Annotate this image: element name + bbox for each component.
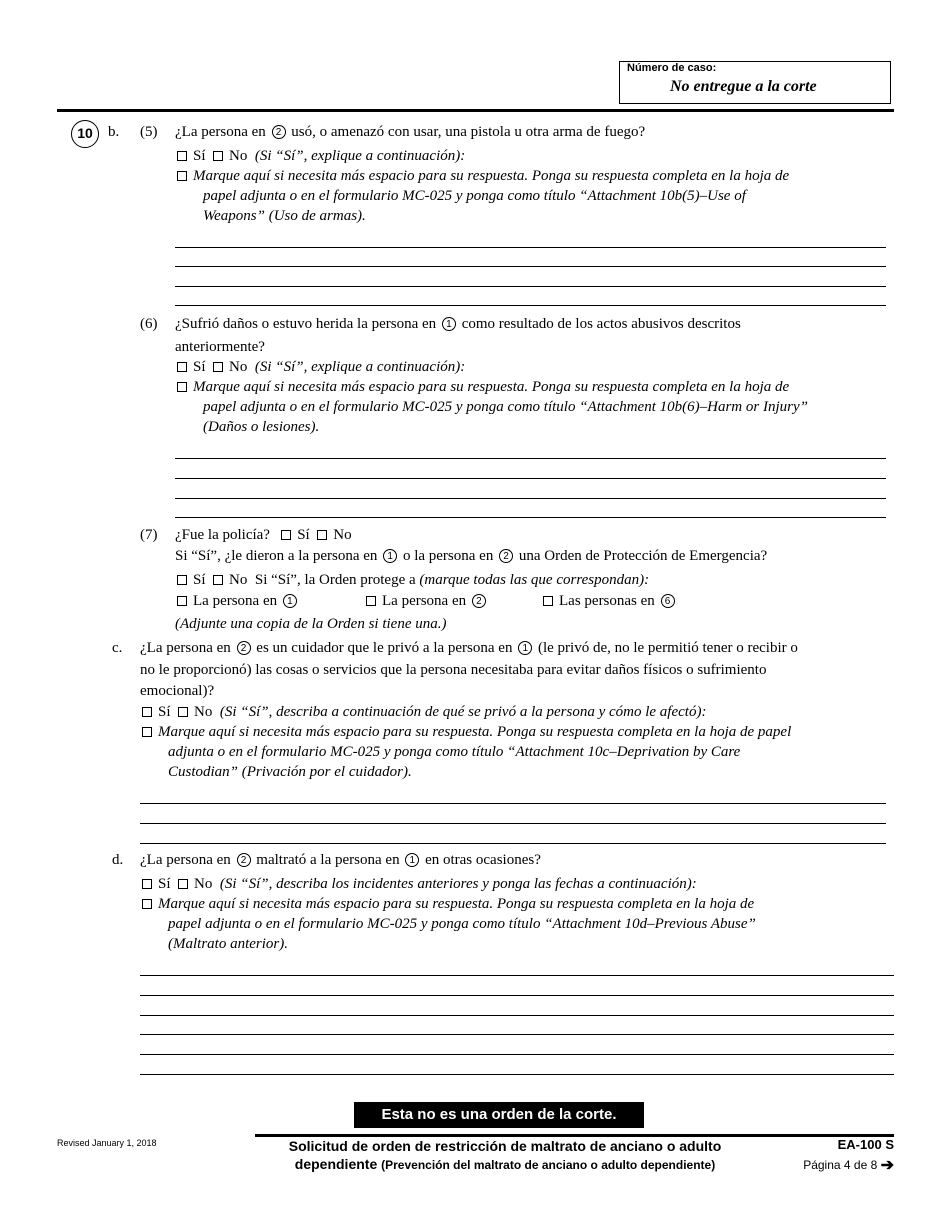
q6-attach-line1: Marque aquí si necesita más espacio para su respuesta. Ponga su respuesta completa en la hoja de — [177, 377, 789, 397]
q5-answer-row: Sí No (Si “Sí”, explique a continuación): — [177, 146, 465, 166]
ref-circle: 1 — [405, 853, 419, 867]
c-answer-line[interactable] — [140, 843, 886, 844]
q5-attach-line2: papel adjunta o en el formulario MC-025 y ponga como título “Attachment 10b(5)–Use of — [203, 188, 746, 204]
ref-circle: 1 — [383, 549, 397, 563]
ref-circle: 2 — [499, 549, 513, 563]
c-attach-line1: Marque aquí si necesita más espacio para su respuesta. Ponga su respuesta completa en la hoja de papel — [142, 722, 791, 742]
header-rule — [57, 109, 894, 112]
q7-opt2-checkbox[interactable] — [366, 596, 376, 606]
form-title-line1: Solicitud de orden de restricción de maltrato de anciano o adulto — [288, 1138, 722, 1154]
q6-attach-line3: (Daños o lesiones). — [203, 419, 320, 435]
ref-circle: 1 — [283, 594, 297, 608]
q7-number: (7) — [140, 527, 158, 543]
c-answer-line[interactable] — [140, 823, 886, 824]
d-answer-row: Sí No (Si “Sí”, describa los incidentes anteriores y ponga las fechas a continuación): — [142, 874, 697, 894]
c-answer-line[interactable] — [140, 803, 886, 804]
d-answer-line[interactable] — [140, 975, 894, 976]
q5-attach-checkbox[interactable] — [177, 171, 187, 181]
d-answer-line[interactable] — [140, 1015, 894, 1016]
form-id: EA-100 S — [837, 1137, 894, 1152]
d-yes-checkbox[interactable] — [142, 879, 152, 889]
q5-answer-line[interactable] — [175, 266, 886, 267]
d-answer-line[interactable] — [140, 1074, 894, 1075]
q7-epo-question: Si “Sí”, ¿le dieron a la persona en 1 o la persona en 2 una Orden de Protección de Emergencia? — [175, 548, 768, 564]
d-attach-line1: Marque aquí si necesita más espacio para su respuesta. Ponga su respuesta completa en la hoja de — [142, 894, 754, 914]
form-title — [255, 1137, 755, 1174]
q5-yes-checkbox[interactable] — [177, 151, 187, 161]
letter-d: d. — [112, 852, 124, 868]
not-court-order-banner: Esta no es una orden de la corte. — [354, 1102, 644, 1128]
c-yes-checkbox[interactable] — [142, 707, 152, 717]
c-attach-checkbox[interactable] — [142, 727, 152, 737]
q7-option-3: Las personas en 6 — [543, 591, 677, 611]
c-question-line3: emocional)? — [140, 683, 215, 699]
ref-circle: 6 — [661, 594, 675, 608]
letter-b: b. — [108, 124, 120, 140]
arrow-right-icon: ➔ — [880, 1157, 894, 1174]
d-answer-line[interactable] — [140, 1054, 894, 1055]
q7-opt1-checkbox[interactable] — [177, 596, 187, 606]
q5-attach-line3: Weapons” (Uso de armas). — [203, 208, 366, 224]
q7-epo-yes-checkbox[interactable] — [177, 575, 187, 585]
q6-yes-checkbox[interactable] — [177, 362, 187, 372]
q5-number: (5) — [140, 124, 158, 140]
q6-attach-checkbox[interactable] — [177, 382, 187, 392]
item-number: 10 — [71, 120, 99, 148]
case-number-label: Número de caso: — [627, 62, 717, 74]
q7-no-checkbox[interactable] — [317, 530, 327, 540]
case-number-value: No entregue a la corte — [670, 78, 817, 95]
q7-opt3-checkbox[interactable] — [543, 596, 553, 606]
d-attach-line3: (Maltrato anterior). — [168, 936, 288, 952]
d-attach-checkbox[interactable] — [142, 899, 152, 909]
d-no-checkbox[interactable] — [178, 879, 188, 889]
q6-answer-row: Sí No (Si “Sí”, explique a continuación): — [177, 357, 465, 377]
q7-epo-no-checkbox[interactable] — [213, 575, 223, 585]
q5-answer-line[interactable] — [175, 305, 886, 306]
ref-circle: 1 — [518, 641, 532, 655]
c-attach-line2: adjunta o en el formulario MC-025 y ponga como título “Attachment 10c–Deprivation by Care — [168, 744, 741, 760]
q6-question: ¿Sufrió daños o estuvo herida la persona en 1 como resultado de los actos abusivos descritos — [175, 316, 741, 332]
c-answer-row: Sí No (Si “Sí”, describa a continuación de qué se privó a la persona y cómo le afectó): — [142, 702, 706, 722]
q6-answer-line[interactable] — [175, 498, 886, 499]
q6-question-line2: anteriormente? — [175, 339, 265, 355]
q5-question: ¿La persona en 2 usó, o amenazó con usar, una pistola u otra arma de fuego? — [175, 124, 646, 140]
d-attach-line2: papel adjunta o en el formulario MC-025 y ponga como título “Attachment 10d–Previous Abuse” — [168, 916, 756, 932]
q6-attach-line2: papel adjunta o en el formulario MC-025 y ponga como título “Attachment 10b(6)–Harm or Injury” — [203, 399, 808, 415]
q7-option-2: La persona en 2 — [366, 591, 488, 611]
q7-option-1: La persona en 1 — [177, 591, 299, 611]
q5-answer-line[interactable] — [175, 286, 886, 287]
q5-no-checkbox[interactable] — [213, 151, 223, 161]
letter-c: c. — [112, 640, 123, 656]
ref-circle: 1 — [442, 317, 456, 331]
c-attach-line3: Custodian” (Privación por el cuidador). — [168, 764, 412, 780]
form-title-line2: dependiente (Prevención del maltrato de anciano o adulto dependiente) — [294, 1156, 716, 1172]
q6-answer-line[interactable] — [175, 517, 886, 518]
q7-epo-answer-row: Sí No Si “Sí”, la Orden protege a (marque todas las que correspondan): — [177, 570, 649, 590]
q5-attach-line1: Marque aquí si necesita más espacio para su respuesta. Ponga su respuesta completa en la hoja de — [177, 166, 789, 186]
ref-circle: 2 — [237, 853, 251, 867]
c-question-line2: no le proporcionó) las cosas o servicios que la persona necesitaba para evitar daños físicos o sufrimiento — [140, 662, 767, 678]
ref-circle: 2 — [237, 641, 251, 655]
q5-answer-line[interactable] — [175, 247, 886, 248]
q6-number: (6) — [140, 316, 158, 332]
d-question: ¿La persona en 2 maltrató a la persona en 1 en otras ocasiones? — [140, 852, 541, 868]
c-no-checkbox[interactable] — [178, 707, 188, 717]
ref-circle: 2 — [272, 125, 286, 139]
q7-yes-checkbox[interactable] — [281, 530, 291, 540]
c-question-line1: ¿La persona en 2 es un cuidador que le privó a la persona en 1 (le privó de, no le permitió tener o recibir o — [140, 640, 798, 656]
q7-question: ¿Fue la policía? Sí No — [175, 527, 352, 543]
page-number: Página 4 de 8 ➔ — [803, 1157, 894, 1174]
q6-answer-line[interactable] — [175, 478, 886, 479]
revision-date: Revised January 1, 2018 — [57, 1138, 157, 1148]
d-answer-line[interactable] — [140, 1034, 894, 1035]
d-answer-line[interactable] — [140, 995, 894, 996]
q7-note: (Adjunte una copia de la Orden si tiene una.) — [175, 616, 447, 632]
q6-no-checkbox[interactable] — [213, 362, 223, 372]
q6-answer-line[interactable] — [175, 458, 886, 459]
ref-circle: 2 — [472, 594, 486, 608]
